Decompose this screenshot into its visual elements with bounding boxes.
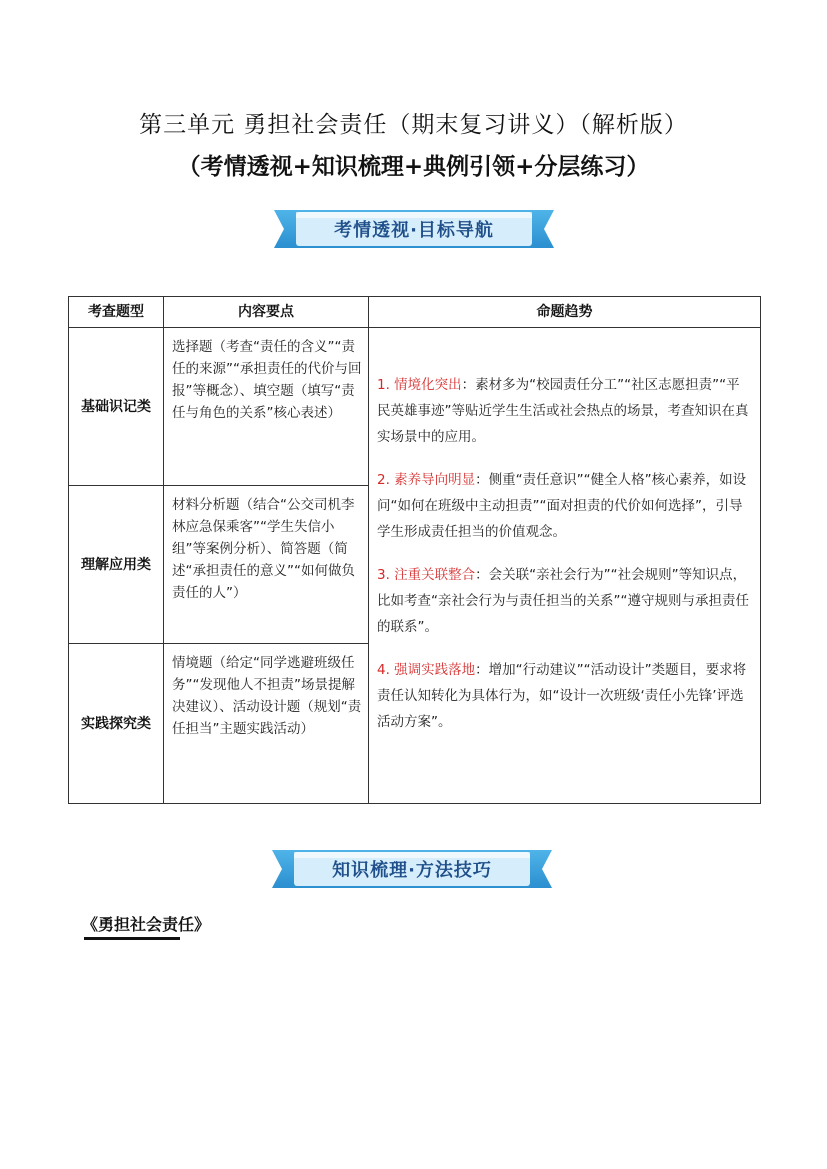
document-subtitle: （考情透视+知识梳理+典例引领+分层练习） <box>177 153 650 180</box>
table-header-row <box>69 297 761 328</box>
row-content-text: 情境题（给定“同学逃避班级任务”“发现他人不担责”场景提解决建议）、活动设计题（规划“责任担当”主题实践活动） <box>172 655 362 737</box>
trend-text: ：增加“行动建议”“活动设计”类题目，要求将责任认知转化为具体行为，如“设计一次班级‘责任小先锋’评选活动方案”。 <box>377 662 747 730</box>
section-banner-knowledge <box>272 846 552 892</box>
exam-analysis-table <box>68 296 761 804</box>
trend-text: ：侧重“责任意识”“健全人格”核心素养，如设问“如何在班级中主动担责”“面对担责的代价如何选择”，引导学生形成责任担当的价值观念。 <box>377 472 747 540</box>
trend-text: ：会关联“亲社会行为”“社会规则”等知识点，比如考查“亲社会行为与责任担当的关系”“遵守规则与承担责任的联系”。 <box>377 567 749 635</box>
banner-label: 知识梳理·方法技巧 <box>332 860 492 881</box>
table-row <box>69 328 761 486</box>
trend-item <box>377 467 752 545</box>
header-trend: 命题趋势 <box>369 297 761 328</box>
trend-label: 4. 强调实践落地 <box>377 662 476 678</box>
trend-label: 2. 素养导向明显 <box>377 472 476 488</box>
header-question-type: 考查题型 <box>69 297 164 328</box>
section-banner-exam-overview <box>274 206 554 252</box>
row-content <box>164 644 369 804</box>
trend-cell <box>369 328 761 804</box>
trend-label: 1. 情境化突出 <box>377 377 462 393</box>
row-category: 实践探究类 <box>69 644 164 804</box>
row-content-text: 选择题（考查“责任的含义”“责任的来源”“承担责任的代价与回报”等概念）、填空题（填写“责任与角色的关系”核心表述） <box>172 339 362 421</box>
row-content <box>164 328 369 486</box>
trend-label: 3. 注重关联整合 <box>377 567 476 583</box>
trend-item <box>377 372 752 450</box>
document-title: 第三单元 勇担社会责任（期末复习讲义）（解析版） <box>139 112 688 138</box>
trend-item <box>377 562 752 640</box>
row-content <box>164 486 369 644</box>
row-category: 理解应用类 <box>69 486 164 644</box>
section-title-underline <box>84 937 180 940</box>
trend-text: ：素材多为“校园责任分工”“社区志愿担责”“平民英雄事迹”等贴近学生生活或社会热点的场景，考查知识在真实场景中的应用。 <box>377 377 749 445</box>
header-content-points: 内容要点 <box>164 297 369 328</box>
trend-item <box>377 657 752 735</box>
trend-list <box>369 328 760 735</box>
row-content-text: 材料分析题（结合“公交司机李林应急保乘客”“学生失信小组”等案例分析）、简答题（简述“承担责任的意义”“如何做负责任的人”） <box>172 497 355 601</box>
row-category: 基础识记类 <box>69 328 164 486</box>
section-title: 《勇担社会责任》 <box>82 915 211 934</box>
banner-label: 考情透视·目标导航 <box>334 220 494 241</box>
